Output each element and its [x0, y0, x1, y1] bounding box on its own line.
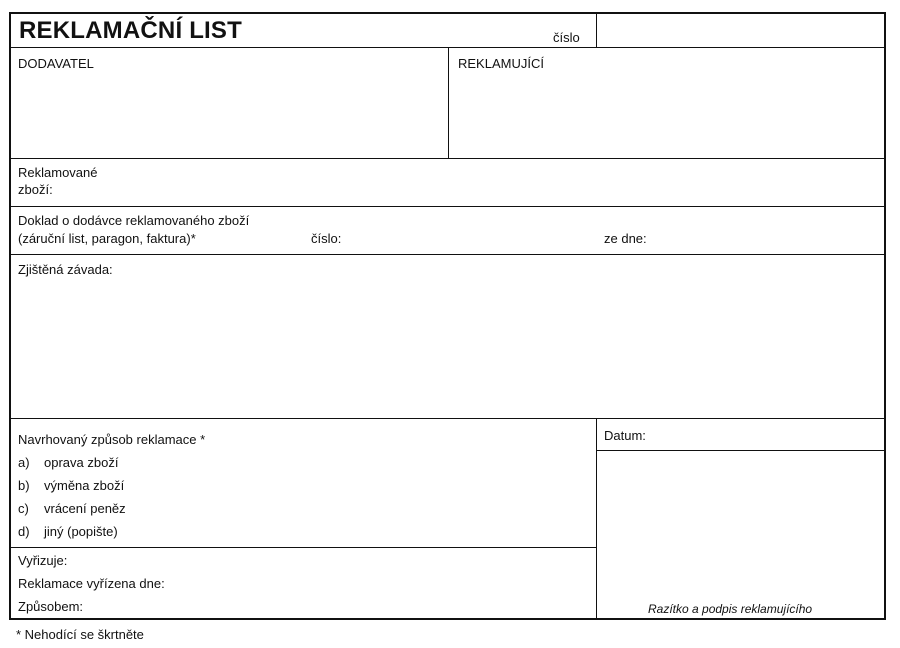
date-label: Datum: [604, 428, 646, 443]
option-text: oprava zboží [44, 455, 119, 470]
divider-parties-mid [448, 47, 449, 158]
handling-section [11, 549, 596, 618]
claimant-label: REKLAMUJÍCÍ [458, 56, 544, 71]
supplier-field[interactable] [11, 49, 448, 158]
form-title: REKLAMAČNÍ LIST [19, 17, 242, 44]
goods-label-line2: zboží: [18, 182, 53, 197]
option-other[interactable] [18, 524, 118, 539]
divider-defect [11, 418, 884, 419]
divider-header-number [596, 14, 597, 47]
option-repair[interactable] [18, 455, 118, 470]
divider-delivery [11, 254, 884, 255]
complaint-form [9, 12, 886, 620]
stamp-caption: Razítko a podpis reklamujícího [648, 602, 813, 616]
option-text: výměna zboží [44, 478, 125, 493]
option-letter: b) [18, 478, 30, 493]
proposal-section [11, 420, 596, 547]
delivery-label-line1: Doklad o dodávce reklamovaného zboží [18, 213, 250, 228]
option-refund[interactable] [18, 501, 126, 516]
supplier-label: DODAVATEL [18, 56, 94, 71]
divider-date [596, 450, 884, 451]
option-letter: a) [18, 455, 30, 470]
defect-label: Zjištěná závada: [18, 262, 113, 277]
option-letter: d) [18, 524, 30, 539]
footnote: * Nehodící se škrtněte [16, 627, 144, 642]
option-text: vrácení peněz [44, 501, 126, 516]
stamp-signature-field[interactable] [598, 452, 884, 618]
delivery-label-line2: (záruční list, paragon, faktura)* [18, 231, 196, 246]
number-label: číslo [553, 30, 580, 45]
divider-parties [11, 158, 884, 159]
handled-by-label: Vyřizuje: [18, 553, 68, 568]
divider-goods [11, 206, 884, 207]
delivery-doc-field[interactable] [11, 208, 884, 254]
delivery-number-label: číslo: [311, 231, 342, 246]
settled-on-label: Reklamace vyřízena dne: [18, 576, 165, 591]
proposal-label: Navrhovaný způsob reklamace * [18, 432, 206, 447]
divider-bottom-mid [596, 418, 597, 618]
number-field[interactable] [598, 14, 884, 47]
goods-field[interactable] [11, 160, 884, 206]
divider-handling [11, 547, 596, 548]
date-field[interactable] [598, 420, 884, 450]
delivery-date-label: ze dne: [604, 231, 647, 246]
goods-label-line1: Reklamované [18, 165, 98, 180]
claimant-field[interactable] [450, 49, 884, 158]
option-letter: c) [18, 501, 29, 516]
option-text: jiný (popište) [44, 524, 118, 539]
option-exchange[interactable] [18, 478, 124, 493]
method-label: Způsobem: [18, 599, 84, 614]
defect-field[interactable] [11, 256, 884, 418]
